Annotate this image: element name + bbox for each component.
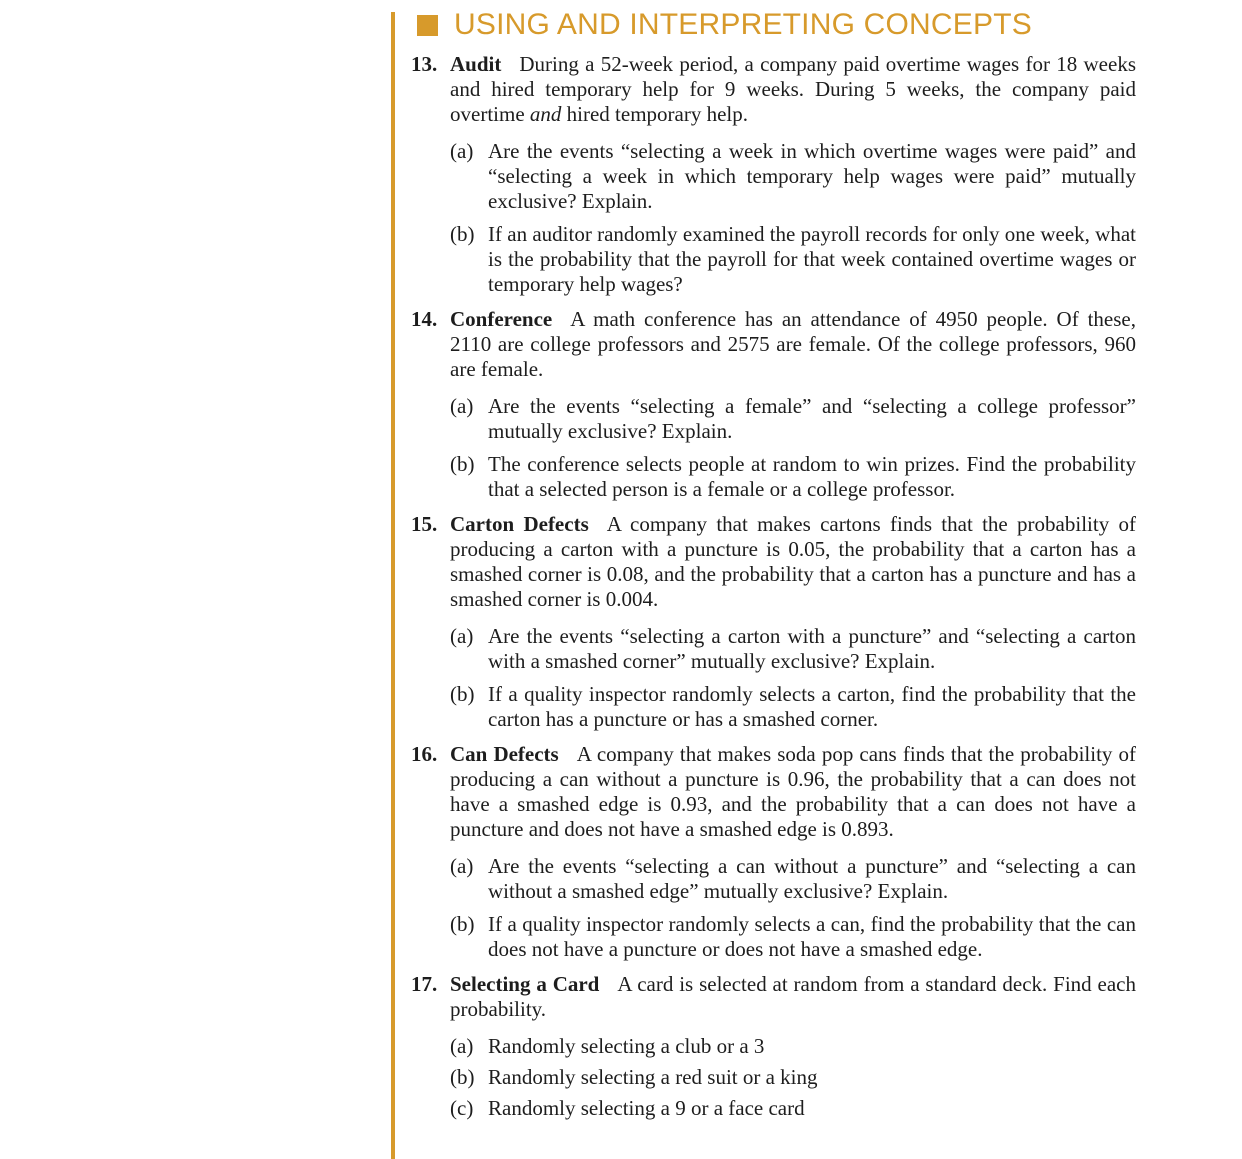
exercise-parts — [450, 394, 1136, 502]
exercise-part — [450, 452, 1136, 502]
part-text: Are the events “selecting a female” and “selecting a college professor” mutually exclusive? Explain. — [488, 394, 1136, 443]
exercise-part — [450, 1065, 1136, 1090]
section-rule — [391, 12, 395, 1159]
exercise-14 — [411, 307, 1136, 502]
part-label: (a) — [450, 854, 474, 878]
exercise-title: Audit — [450, 52, 502, 76]
stem-text-continued: hired temporary help. — [566, 102, 748, 126]
part-label: (b) — [450, 222, 475, 246]
exercise-number: 17. — [411, 972, 438, 996]
exercise-title: Conference — [450, 307, 553, 331]
exercise-number: 16. — [411, 742, 438, 766]
exercise-stem — [450, 972, 1136, 1022]
part-text: If a quality inspector randomly selects a can, find the probability that the can does not have a puncture or does not have a smashed edge. — [488, 912, 1136, 961]
exercise-stem — [450, 307, 1136, 382]
exercise-parts — [450, 139, 1136, 297]
exercise-number: 13. — [411, 52, 438, 76]
part-label: (a) — [450, 624, 474, 648]
stem-emphasis: and — [529, 102, 562, 126]
exercise-part — [450, 682, 1136, 732]
exercise-parts — [450, 624, 1136, 732]
part-text: The conference selects people at random to win prizes. Find the probability that a selected person is a female or a college professor. — [488, 452, 1136, 501]
exercise-number: 14. — [411, 307, 438, 331]
exercise-16 — [411, 742, 1136, 962]
exercise-parts — [450, 854, 1136, 962]
part-text: Are the events “selecting a week in which overtime wages were paid” and “selecting a week in which temporary help wages were paid” mutually exclusive? Explain. — [488, 139, 1136, 213]
part-text: If an auditor randomly examined the payroll records for only one week, what is the probability that the payroll for that week contained overtime wages or temporary help wages? — [488, 222, 1136, 296]
exercise-number: 15. — [411, 512, 438, 536]
exercise-parts — [450, 1034, 1136, 1121]
exercise-17 — [411, 972, 1136, 1121]
stem-text: A company that makes soda pop cans finds that the probability of producing a can without a puncture is 0.96, the probability that a can does not have a smashed edge is 0.93, and the probability that a can does not have a puncture and does not have a smashed edge is 0.893. — [450, 742, 1136, 841]
exercise-part — [450, 222, 1136, 297]
stem-text: A math conference has an attendance of 4950 people. Of these, 2110 are college professors and 2575 are female. Of the college professors, 960 are female. — [450, 307, 1136, 381]
exercise-part — [450, 624, 1136, 674]
exercise-stem — [450, 52, 1136, 127]
exercise-part — [450, 1096, 1136, 1121]
exercise-stem — [450, 742, 1136, 842]
stem-text: A card is selected at random from a standard deck. Find each probability. — [450, 972, 1136, 1021]
section-title: USING AND INTERPRETING CONCEPTS — [454, 8, 1032, 41]
header-square-icon — [417, 15, 438, 36]
exercise-list — [411, 52, 1136, 1131]
exercise-13 — [411, 52, 1136, 297]
part-text: Randomly selecting a red suit or a king — [488, 1065, 818, 1089]
exercise-stem — [450, 512, 1136, 612]
part-label: (b) — [450, 1065, 475, 1089]
part-text: If a quality inspector randomly selects a carton, find the probability that the carton has a puncture or has a smashed corner. — [488, 682, 1136, 731]
part-text: Are the events “selecting a carton with a puncture” and “selecting a carton with a smashed corner” mutually exclusive? Explain. — [488, 624, 1136, 673]
part-label: (b) — [450, 912, 475, 936]
part-label: (b) — [450, 452, 475, 476]
stem-text: A company that makes cartons finds that the probability of producing a carton with a puncture is 0.05, the probability that a carton has a smashed corner is 0.08, and the probability that a carton has a puncture and has a smashed corner is 0.004. — [450, 512, 1136, 611]
exercise-part — [450, 1034, 1136, 1059]
part-label: (b) — [450, 682, 475, 706]
part-label: (a) — [450, 1034, 474, 1058]
part-text: Randomly selecting a club or a 3 — [488, 1034, 765, 1058]
part-label: (c) — [450, 1096, 474, 1120]
part-label: (a) — [450, 139, 474, 163]
exercise-part — [450, 912, 1136, 962]
exercise-title: Carton Defects — [450, 512, 589, 536]
stem-text: During a 52-week period, a company paid overtime wages for 18 weeks and hired temporary help for 9 weeks. During 5 weeks, the company paid overtime — [450, 52, 1136, 126]
part-text: Randomly selecting a 9 or a face card — [488, 1096, 805, 1120]
exercise-15 — [411, 512, 1136, 732]
exercise-part — [450, 854, 1136, 904]
exercise-title: Can Defects — [450, 742, 559, 766]
exercise-title: Selecting a Card — [450, 972, 600, 996]
section-header — [417, 8, 1032, 42]
part-label: (a) — [450, 394, 474, 418]
part-text: Are the events “selecting a can without a puncture” and “selecting a can without a smashed edge” mutually exclusive? Explain. — [488, 854, 1136, 903]
exercise-part — [450, 139, 1136, 214]
exercise-part — [450, 394, 1136, 444]
